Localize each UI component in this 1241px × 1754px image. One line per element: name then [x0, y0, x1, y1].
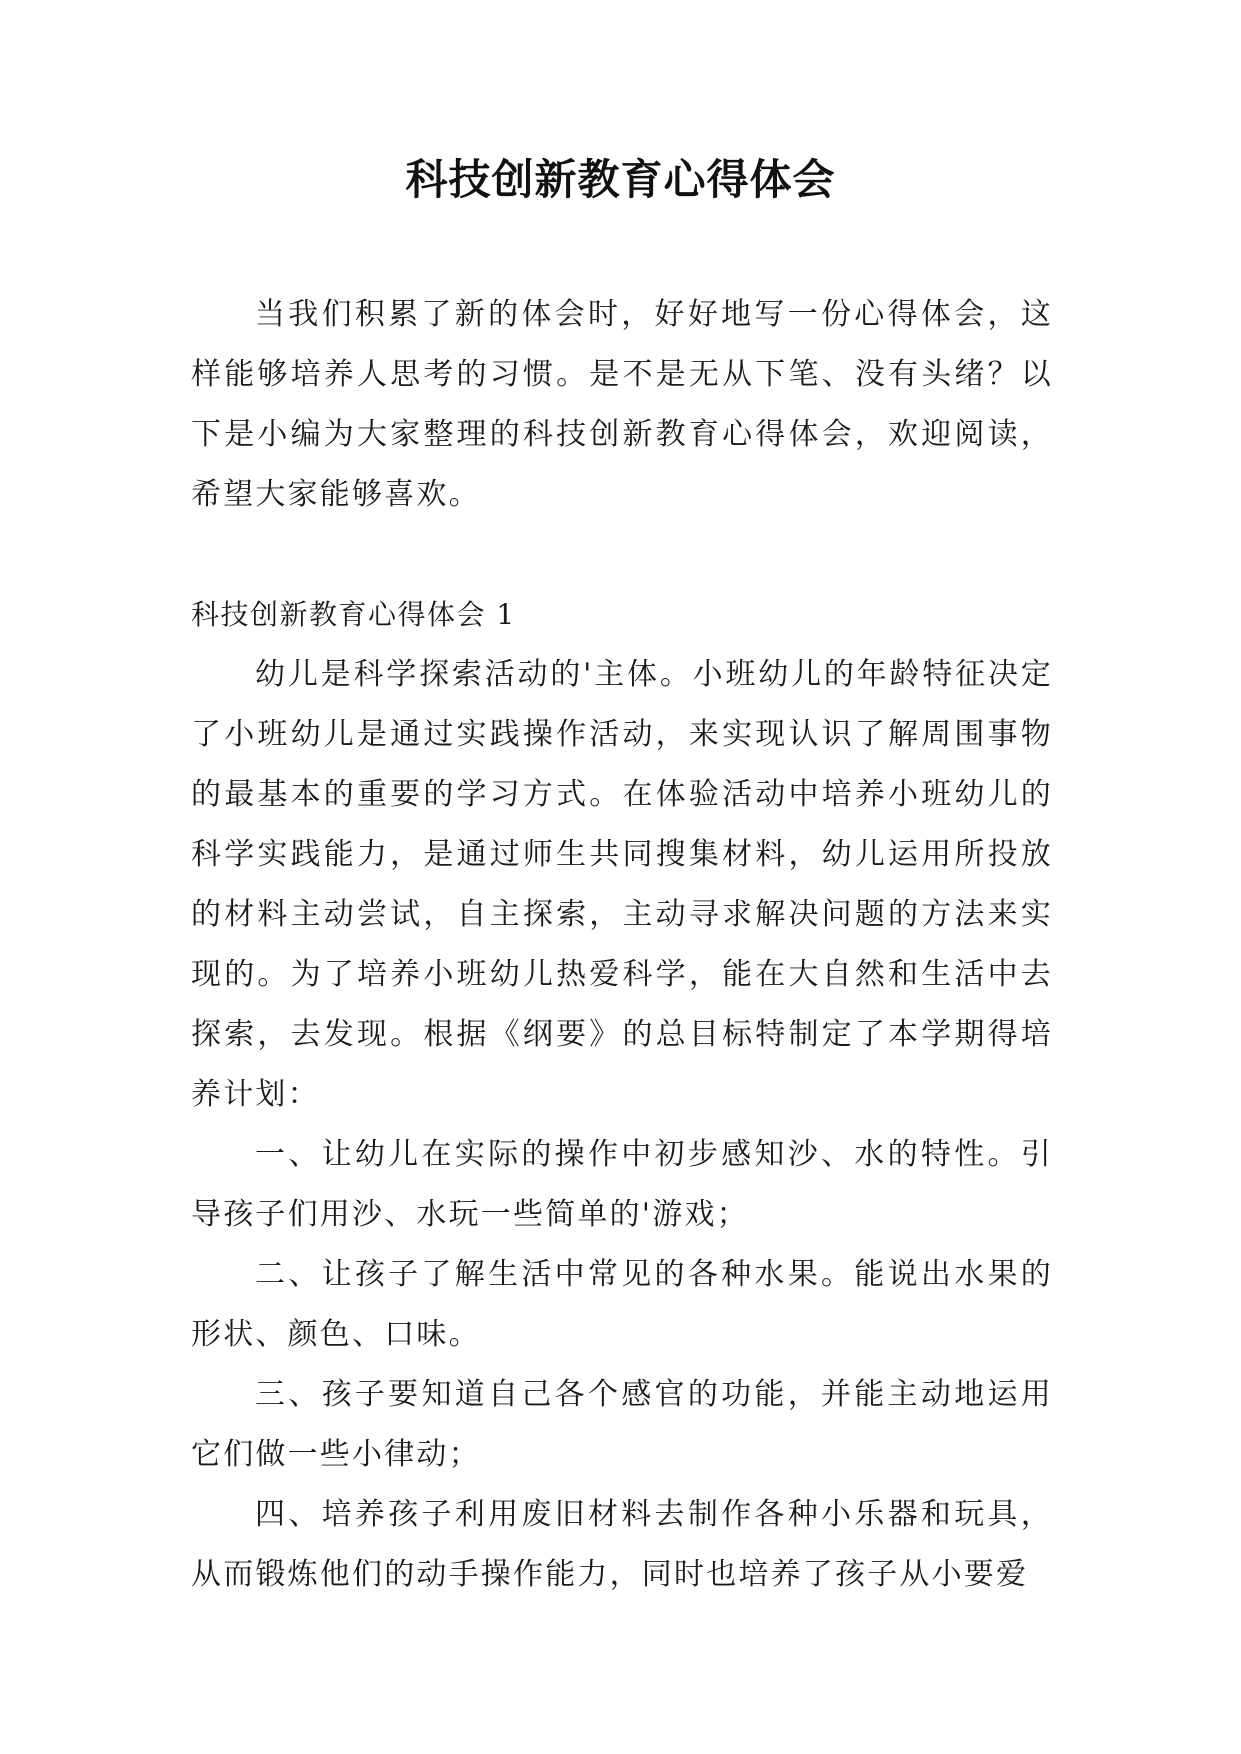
page-title: 科技创新教育心得体会 — [405, 155, 836, 204]
body-paragraph: 二、让孩子了解生活中常见的各种水果。能说出水果的形状、颜色、口味。 — [191, 1257, 1053, 1352]
body-paragraph: 三、孩子要知道自己各个感官的功能，并能主动地运用它们做一些小律动； — [191, 1377, 1053, 1472]
body-paragraph: 幼儿是科学探索活动的'主体。小班幼儿的年龄特征决定了小班幼儿是通过实践操作活动，来实现认识了解周围事物的最基本的重要的学习方式。在体验活动中培养小班幼儿的科学实践能力，是通过师生共同搜集材料，幼儿运用所投放的材料主动尝试，自主探索，主动寻求解决问题的方法来实现的。为了培养小班幼儿热爱科学，能在大自然和生活中去探索，去发现。根据《纲要》的总目标特制定了本学期得培养计划： — [191, 657, 1053, 1112]
section-heading: 科技创新教育心得体会 1 — [191, 598, 516, 631]
body-paragraph: 一、让幼儿在实际的操作中初步感知沙、水的特性。引导孩子们用沙、水玩一些简单的'游戏； — [191, 1137, 1053, 1232]
document-body — [191, 285, 1053, 1605]
body-paragraph: 四、培养孩子利用废旧材料去制作各种小乐器和玩具，从而锻炼他们的动手操作能力，同时也培养了孩子从小要爱 — [191, 1497, 1053, 1592]
spacer — [191, 525, 1053, 585]
intro-paragraph: 当我们积累了新的体会时，好好地写一份心得体会，这样能够培养人思考的习惯。是不是无从下笔、没有头绪？以下是小编为大家整理的科技创新教育心得体会，欢迎阅读，希望大家能够喜欢。 — [191, 297, 1053, 512]
